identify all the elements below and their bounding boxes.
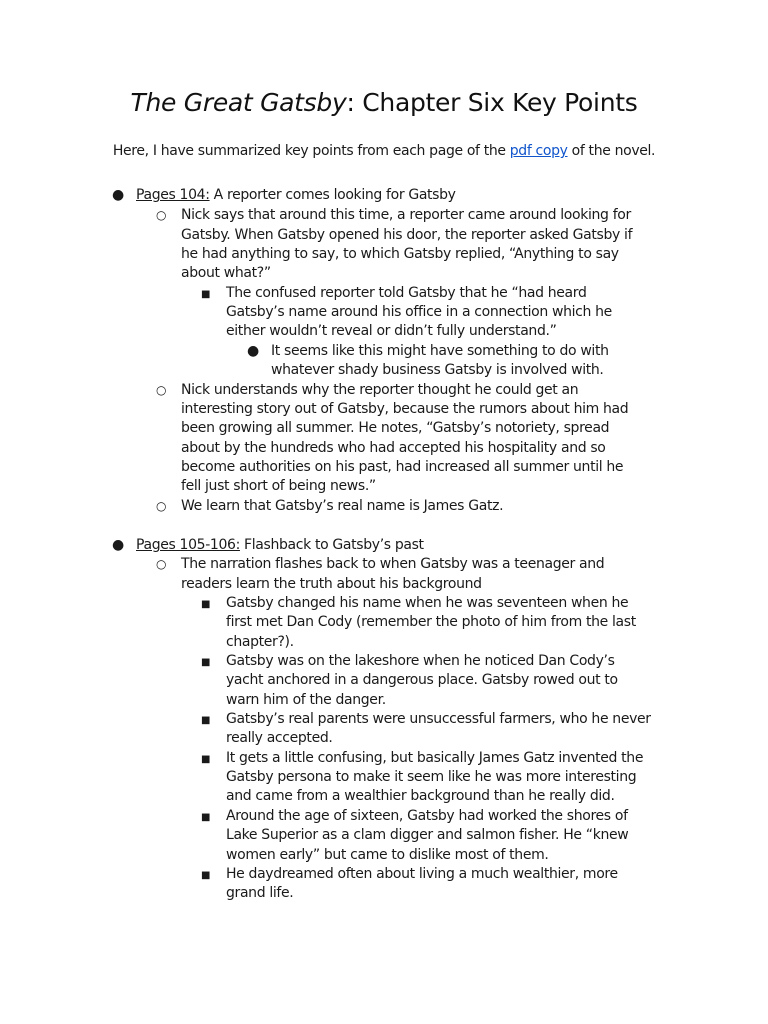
list-item-line: He daydreamed often about living a much wealthier, more <box>226 866 618 882</box>
list-item-line: Lake Superior as a clam digger and salmon fisher. He “knew <box>226 827 629 843</box>
list-item-line: Gatsby changed his name when he was seventeen when he <box>226 595 629 611</box>
list-item-line: Gatsby. When Gatsby opened his door, the reporter asked Gatsby if <box>181 227 633 243</box>
list-item-line: It seems like this might have something to do with <box>271 343 609 359</box>
page-range-label: Pages 105-106: <box>136 537 240 553</box>
list-item-line: chapter?). <box>226 634 294 650</box>
list-item-line: Around the age of sixteen, Gatsby had worked the shores of <box>226 808 628 824</box>
list-item-line: fell just short of being news.” <box>181 478 376 494</box>
list-item-line: whatever shady business Gatsby is involved with. <box>271 362 604 378</box>
section-heading <box>136 536 696 555</box>
list-item-line: been growing all summer. He notes, “Gatsby’s notoriety, spread <box>181 420 610 436</box>
list-item-line: readers learn the truth about his background <box>181 576 482 592</box>
list-item-line: interesting story out of Gatsby, because the rumors about him had <box>181 401 629 417</box>
intro-text-before: Here, I have summarized key points from each page of the <box>112 143 510 159</box>
level1-bullet-icon: ● <box>112 537 125 553</box>
list-item-line: really accepted. <box>226 730 333 746</box>
list-item-line: about what?” <box>181 265 271 281</box>
level3-bullet-icon: ■ <box>201 657 211 668</box>
list-item-line: women early” but came to dislike most of them. <box>226 847 549 863</box>
level2-bullet-icon: ○ <box>156 499 167 513</box>
document-title <box>0 88 768 117</box>
list-item-line: become authorities on his past, had increased all summer until he <box>181 459 624 475</box>
level3-bullet-icon: ■ <box>201 715 211 726</box>
section-heading-text: Flashback to Gatsby’s past <box>239 537 424 553</box>
intro-paragraph <box>0 143 768 159</box>
intro-text-after: of the novel. <box>567 143 656 159</box>
list-item-line: Gatsby persona to make it seem like he was more interesting <box>226 769 637 785</box>
list-item-line: warn him of the danger. <box>226 692 386 708</box>
list-item-line: Nick says that around this time, a reporter came around looking for <box>181 207 631 223</box>
level3-bullet-icon: ■ <box>201 812 211 823</box>
list-item-line: The narration flashes back to when Gatsby was a teenager and <box>181 556 605 572</box>
title-book-name: The Great Gatsby <box>130 88 347 117</box>
list-item-line: Gatsby was on the lakeshore when he noticed Dan Cody’s <box>226 653 615 669</box>
list-item-line: he had anything to say, to which Gatsby replied, “Anything to say <box>181 246 619 262</box>
level4-bullet-icon: ● <box>247 343 260 359</box>
title-rest: : Chapter Six Key Points <box>346 88 638 117</box>
list-item-line: grand life. <box>226 885 294 901</box>
level3-bullet-icon: ■ <box>201 754 211 765</box>
level2-bullet-icon: ○ <box>156 383 167 397</box>
list-item-line: either wouldn’t reveal or didn’t fully understand.” <box>226 323 557 339</box>
list-item-line: Nick understands why the reporter thought he could get an <box>181 382 579 398</box>
page-range-label: Pages 104: <box>136 187 210 203</box>
list-item-line: It gets a little confusing, but basically James Gatz invented the <box>226 750 644 766</box>
list-item-line: Gatsby’s name around his office in a connection which he <box>226 304 612 320</box>
list-item-line: yacht anchored in a dangerous place. Gatsby rowed out to <box>226 672 618 688</box>
list-item-line: about by the hundreds who had accepted his hospitality and so <box>181 440 606 456</box>
level3-bullet-icon: ■ <box>201 289 211 300</box>
level2-bullet-icon: ○ <box>156 208 167 222</box>
level1-bullet-icon: ● <box>112 187 125 203</box>
list-item-line: Gatsby’s real parents were unsuccessful farmers, who he never <box>226 711 651 727</box>
section-heading-text: A reporter comes looking for Gatsby <box>209 187 456 203</box>
level3-bullet-icon: ■ <box>201 870 211 881</box>
list-item-line: We learn that Gatsby’s real name is James Gatz. <box>181 498 504 514</box>
level2-bullet-icon: ○ <box>156 557 167 571</box>
list-item-line: The confused reporter told Gatsby that he “had heard <box>226 285 587 301</box>
pdf-copy-link[interactable]: pdf copy <box>509 143 568 159</box>
list-item-line: and came from a wealthier background than he really did. <box>226 788 615 804</box>
section-heading <box>136 186 696 205</box>
list-item-line: first met Dan Cody (remember the photo of him from the last <box>226 614 636 630</box>
level3-bullet-icon: ■ <box>201 599 211 610</box>
